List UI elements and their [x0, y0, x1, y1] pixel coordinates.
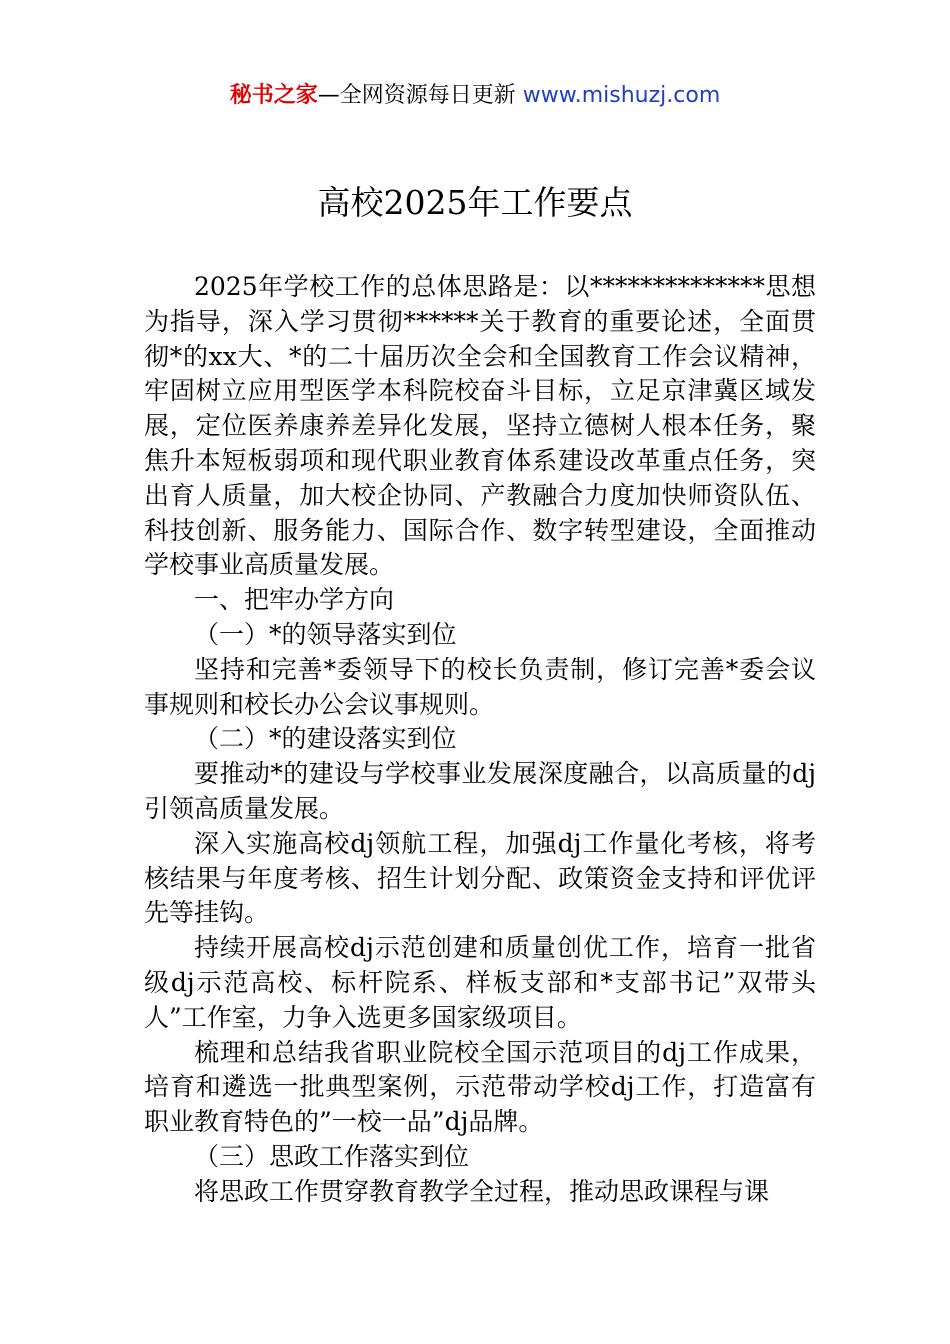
subsection-heading-1: （一）*的领导落实到位: [194, 619, 457, 649]
subsection-heading-2: （二）*的建设落实到位: [194, 724, 457, 754]
paragraph: 坚持和完善*委领导下的校长负责制，修订完善*委会议事规则和校长办公会议事规则。: [144, 654, 816, 719]
brand-name: 秘书之家: [229, 83, 318, 108]
paragraph: 深入实施高校dj领航工程，加强dj工作量化考核，将考核结果与年度考核、招生计划分配、政策资金支持和评优评先等挂钩。: [144, 828, 816, 928]
section-heading-1: 一、把牢办学方向: [194, 585, 395, 615]
document-title: 高校2025年工作要点: [317, 183, 633, 222]
paragraph: 梳理和总结我省职业院校全国示范项目的dj工作成果，培育和遴选一批典型案例，示范带动学校dj工作，打造富有职业教育特色的”一校一品”dj品牌。: [144, 1037, 816, 1137]
site-header: [0, 80, 950, 112]
subsection-heading-3: （三）思政工作落实到位: [194, 1141, 470, 1171]
document-body: [144, 270, 816, 1210]
paragraph: 将思政工作贯穿教育教学全过程，推动思政课程与课: [194, 1176, 770, 1206]
paragraph: 持续开展高校dj示范创建和质量创优工作，培育一批省级dj示范高校、标杆院系、样板支部和*支部书记”双带头人”工作室，力争入选更多国家级项目。: [144, 933, 816, 1032]
paragraph-overview: 2025年学校工作的总体思路是：以**************思想为指导，深入学习贯彻******关于教育的重要论述，全面贯彻*的xx大、*的二十届历次全会和全国教育工作会议精神，牢固树立应用型医学本科院校奋斗目标，立足京津冀区域发展，定位医养康养差异化发展，坚持立德树人根本任务，聚焦升本短板弱项和现代职业教育体系建设改革重点任务，突出育人质量，加大校企协同、产教融合力度加快师资队伍、科技创新、服务能力、国际合作、数字转型建设，全面推动学校事业高质量发展。: [144, 272, 816, 580]
paragraph: 要推动*的建设与学校事业发展深度融合，以高质量的dj引领高质量发展。: [144, 759, 816, 823]
header-tagline: —全网资源每日更新: [317, 83, 516, 108]
site-url-link[interactable]: www.mishuzj.com: [522, 83, 721, 108]
